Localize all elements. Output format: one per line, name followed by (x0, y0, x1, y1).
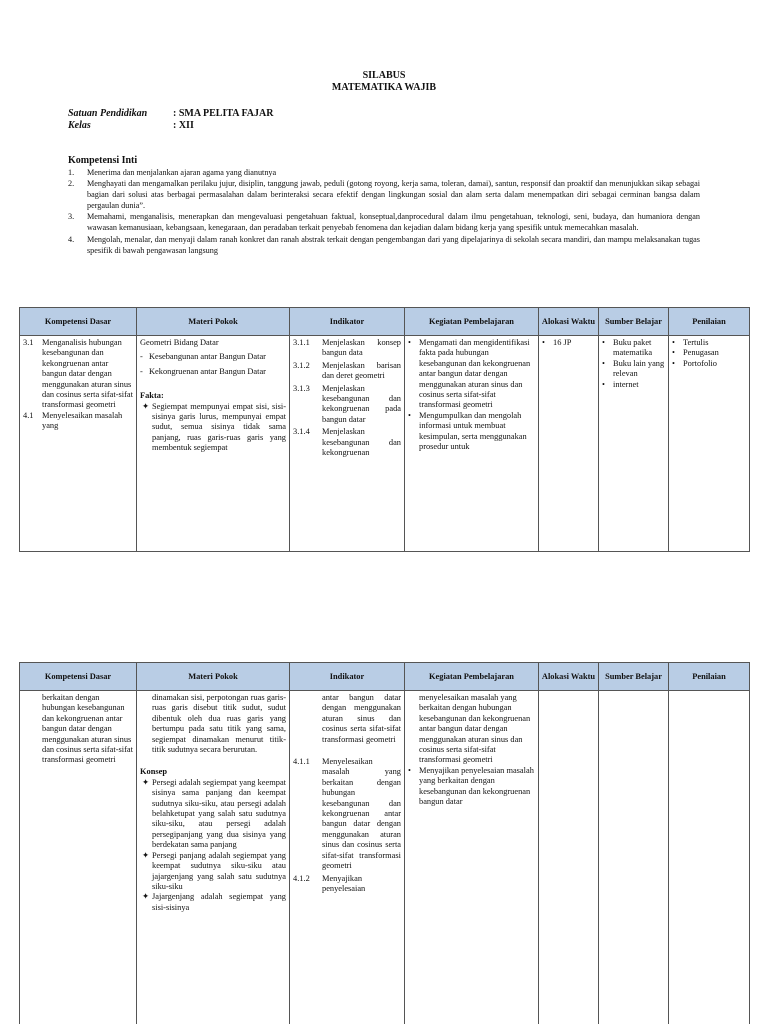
header-kegiatan: Kegiatan Pembelajaran (405, 308, 539, 336)
table-header-row (20, 308, 750, 336)
ki-text: Memahami, menganalisis, menerapkan dan mengevaluasi pengetahuan faktual, konseptual,danprocedural dalam ilmu pengetahuan, teknologi, seni, budaya, dan humaniora dengan wawasan kemanusiaan, kebangsaan, kenegaraan, dan peradaban terkait penyebab fenomena dan kejadian dalam bidang kerja yang spesifik untuk memecahkan masalah. (87, 212, 700, 233)
indikator-num: 3.1.2 (293, 360, 310, 370)
materi-item: Kekongruenan antar Bangun Datar (149, 366, 266, 376)
header-kegiatan: Kegiatan Pembelajaran (405, 663, 539, 691)
kelas-value: : XII (173, 120, 194, 131)
sumber-item: Buku paket matematika (613, 338, 653, 358)
penilaian-cell (669, 691, 750, 1024)
penilaian-item: Penugasan (683, 348, 719, 358)
header-kompetensi-dasar: Kompetensi Dasar (20, 308, 137, 336)
star-bullet-icon: ✦ (142, 892, 150, 902)
indikator-text: Menjelaskan barisan dan deret geometri (322, 360, 401, 381)
fakta-text: Segiempat mempunyai empat sisi, sisi-sisinya garis lurus, mempunyai empat sudut, semua sisinya tidak sama panjang, ruas garis-ruas garis yang membentuk segiempat (152, 401, 286, 453)
ki-num: 4. (68, 234, 75, 244)
indikator-num: 4.1.1 (293, 757, 310, 767)
bullet-icon: • (672, 358, 675, 368)
sumber-cell (599, 336, 669, 552)
dash-mark: - (140, 352, 143, 362)
sumber-item: Buku lain yang relevan (613, 358, 665, 379)
document-meta (68, 108, 273, 132)
indikator-text: Menyelesaikan masalah yang berkaitan dengan hubungan kesebangunan dan kekongruenan antar bangun datar dengan menggunakan aturan sinus dan cosinus serta sifat-sifat transformasi geometri (322, 757, 401, 871)
kegiatan-item: Mengamati dan mengidentifikasi fakta pada hubungan kesebangunan dan kekongruenan antar bangun datar dengan menggunakan aturan sinus dan cosinus serta sifat-sifat transformasi geometri (419, 338, 531, 410)
indikator-cell (290, 336, 405, 552)
kd-cell (20, 691, 137, 1024)
konsep-item: Persegi panjang adalah segiempat yang keempat sudutnya siku-siku atau jajargenjang yang salah satu sudutnya siku-siku (152, 850, 286, 891)
header-materi-pokok: Materi Pokok (137, 308, 290, 336)
materi-cell (137, 336, 290, 552)
header-alokasi: Alokasi Waktu (539, 308, 599, 336)
ki-item (68, 234, 700, 256)
bullet-icon: • (602, 338, 605, 347)
fakta-text-cont: dinamakan sisi, perpotongan ruas garis-ruas garis disebut titik sudut, sudut dibentuk oleh dua ruas garis yang bertumpu pada satu titik yang sama, segiempat dinamakan menurut titik-titik sudutnya secara berurutan. (152, 693, 286, 755)
kegiatan-cell (405, 336, 539, 552)
ki-text: Menerima dan menjalankan ajaran agama yang dianutnya (87, 168, 277, 177)
title-line-1: SILABUS (362, 70, 406, 81)
bullet-icon: • (602, 379, 605, 389)
kd-num: 4.1 (23, 410, 34, 420)
star-bullet-icon: ✦ (142, 850, 150, 860)
satuan-value: : SMA PELITA FAJAR (173, 108, 274, 119)
kegiatan-item: Menyajikan penyelesaian masalah yang berkaitan dengan kesebangunan dan kekongruenan bangun datar (419, 765, 534, 807)
kegiatan-item: Mengumpulkan dan mengolah informasi untuk membuat kesimpulan, serta menggunakan prosedur untuk (419, 410, 527, 452)
alokasi-cell (539, 691, 599, 1024)
bullet-icon: • (408, 338, 411, 347)
ki-text: Mengolah, menalar, dan menyaji dalam ranah konkret dan ranah abstrak terkait dengan pengembangan dari yang dipelajarinya di sekolah secara mandiri, dan mampu melaksanakan tugas spesifik di bawah pengawasan langsung (87, 234, 700, 255)
table-header-row (20, 663, 750, 691)
kd-text: Menyelesaikan masalah yang (42, 410, 123, 431)
kegiatan-text-cont: menyelesaikan masalah yang berkaitan dengan hubungan kesebangunan dan kekongruenan antar bangun datar dengan menggunakan aturan sinus dan cosinus serta sifat-sifat transformasi geometri (419, 693, 531, 765)
ki-num: 1. (68, 168, 75, 177)
header-penilaian: Penilaian (669, 308, 750, 336)
ki-num: 2. (68, 179, 75, 189)
kd-text: berkaitan dengan hubungan kesebangunan dan kekongruenan antar bangun datar dengan menggunakan aturan sinus dan cosinus serta sifat-sifat transformasi geometri (42, 693, 133, 765)
materi-cell (137, 691, 290, 1024)
alokasi-cell (539, 336, 599, 552)
header-indikator: Indikator (290, 308, 405, 336)
ki-num: 3. (68, 212, 75, 222)
bullet-icon: • (672, 338, 675, 347)
konsep-item: Persegi adalah segiempat yang keempat sisinya sama panjang dan keempat sudutnya siku-siku, atau persegi adalah belahketupat yang salah satu sudutnya siku-siku, atau persegi adalah persegipanjang yang dua sisinya yang berdekatan sama panjang (152, 777, 286, 850)
header-penilaian: Penilaian (669, 663, 750, 691)
materi-item: Kesebangunan antar Bangun Datar (149, 352, 266, 362)
header-sumber: Sumber Belajar (599, 663, 669, 691)
header-indikator: Indikator (290, 663, 405, 691)
bullet-icon: • (408, 410, 411, 420)
indikator-text: Menyajikan penyelesaian (322, 873, 366, 893)
kd-cell (20, 336, 137, 552)
header-alokasi: Alokasi Waktu (539, 663, 599, 691)
bullet-icon: • (542, 338, 545, 347)
indikator-num: 4.1.2 (293, 873, 310, 883)
indikator-text-cont: antar bangun datar dengan menggunakan aturan sinus dan cosinus serta sifat-sifat transformasi geometri (322, 693, 401, 744)
sumber-item: internet (613, 379, 639, 389)
table-row (20, 691, 750, 1024)
document-title (0, 70, 768, 94)
indikator-text: Menjelaskan konsep bangun data (322, 338, 401, 358)
fakta-heading: Fakta: (140, 391, 164, 401)
penilaian-cell (669, 336, 750, 552)
ki-item (68, 178, 700, 211)
kompetensi-inti-heading: Kompetensi Inti (68, 155, 138, 166)
title-line-2: MATEMATIKA WAJIB (331, 82, 437, 93)
star-bullet-icon: ✦ (142, 777, 150, 787)
syllabus-table-2 (19, 662, 750, 1024)
indikator-num: 3.1.4 (293, 427, 310, 437)
bullet-icon: • (602, 358, 605, 368)
ki-text: Menghayati dan mengamalkan perilaku jujur, disiplin, tanggung jawab, peduli (gotong royong, kerja sama, toleran, damai), santun, responsif dan proaktif dan menunjukkan sikap sebagai bagian dari solusi atas berbagai permasalahan dalam berinteraksi secara efektif dengan lingkungan sosial dan alam serta dalam menempatkan diri sebagai cerminan bangsa dalam pergaulan dunia”. (87, 179, 700, 211)
kegiatan-cell (405, 691, 539, 1024)
header-materi-pokok: Materi Pokok (137, 663, 290, 691)
dash-mark: - (140, 366, 143, 376)
bullet-icon: • (672, 348, 675, 358)
materi-title: Geometri Bidang Datar (140, 338, 219, 347)
konsep-item: Jajargenjang adalah segiempat yang sisi-sisinya (152, 892, 286, 912)
kompetensi-inti-list (68, 167, 700, 256)
ki-item (68, 167, 700, 178)
ki-item (68, 211, 700, 233)
table-row (20, 336, 750, 552)
header-sumber: Sumber Belajar (599, 308, 669, 336)
indikator-cell (290, 691, 405, 1024)
star-bullet-icon: ✦ (142, 401, 150, 411)
syllabus-table-1 (19, 307, 750, 552)
penilaian-item: Portofolio (683, 358, 717, 368)
kd-num: 3.1 (23, 338, 34, 347)
bullet-icon: • (408, 765, 411, 775)
indikator-text: Menjelaskan kesebangunan dan kekongruenan pada bangun datar (322, 383, 401, 424)
indikator-text: Menjelaskan kesebangunan dan kekongruenan (322, 427, 401, 458)
satuan-label: Satuan Pendidikan (68, 108, 148, 119)
penilaian-item: Tertulis (683, 338, 709, 347)
kelas-label: Kelas (68, 120, 91, 131)
alokasi-value: 16 JP (553, 338, 572, 347)
header-kompetensi-dasar: Kompetensi Dasar (20, 663, 137, 691)
sumber-cell (599, 691, 669, 1024)
kd-text: Menganalisis hubungan kesebangunan dan kekongruenan antar bangun datar dengan menggunakan aturan sinus dan cosinus serta sifat-sifat transformasi geometri (42, 338, 133, 410)
indikator-num: 3.1.3 (293, 383, 310, 393)
konsep-heading: Konsep (140, 767, 167, 777)
indikator-num: 3.1.1 (293, 338, 310, 347)
